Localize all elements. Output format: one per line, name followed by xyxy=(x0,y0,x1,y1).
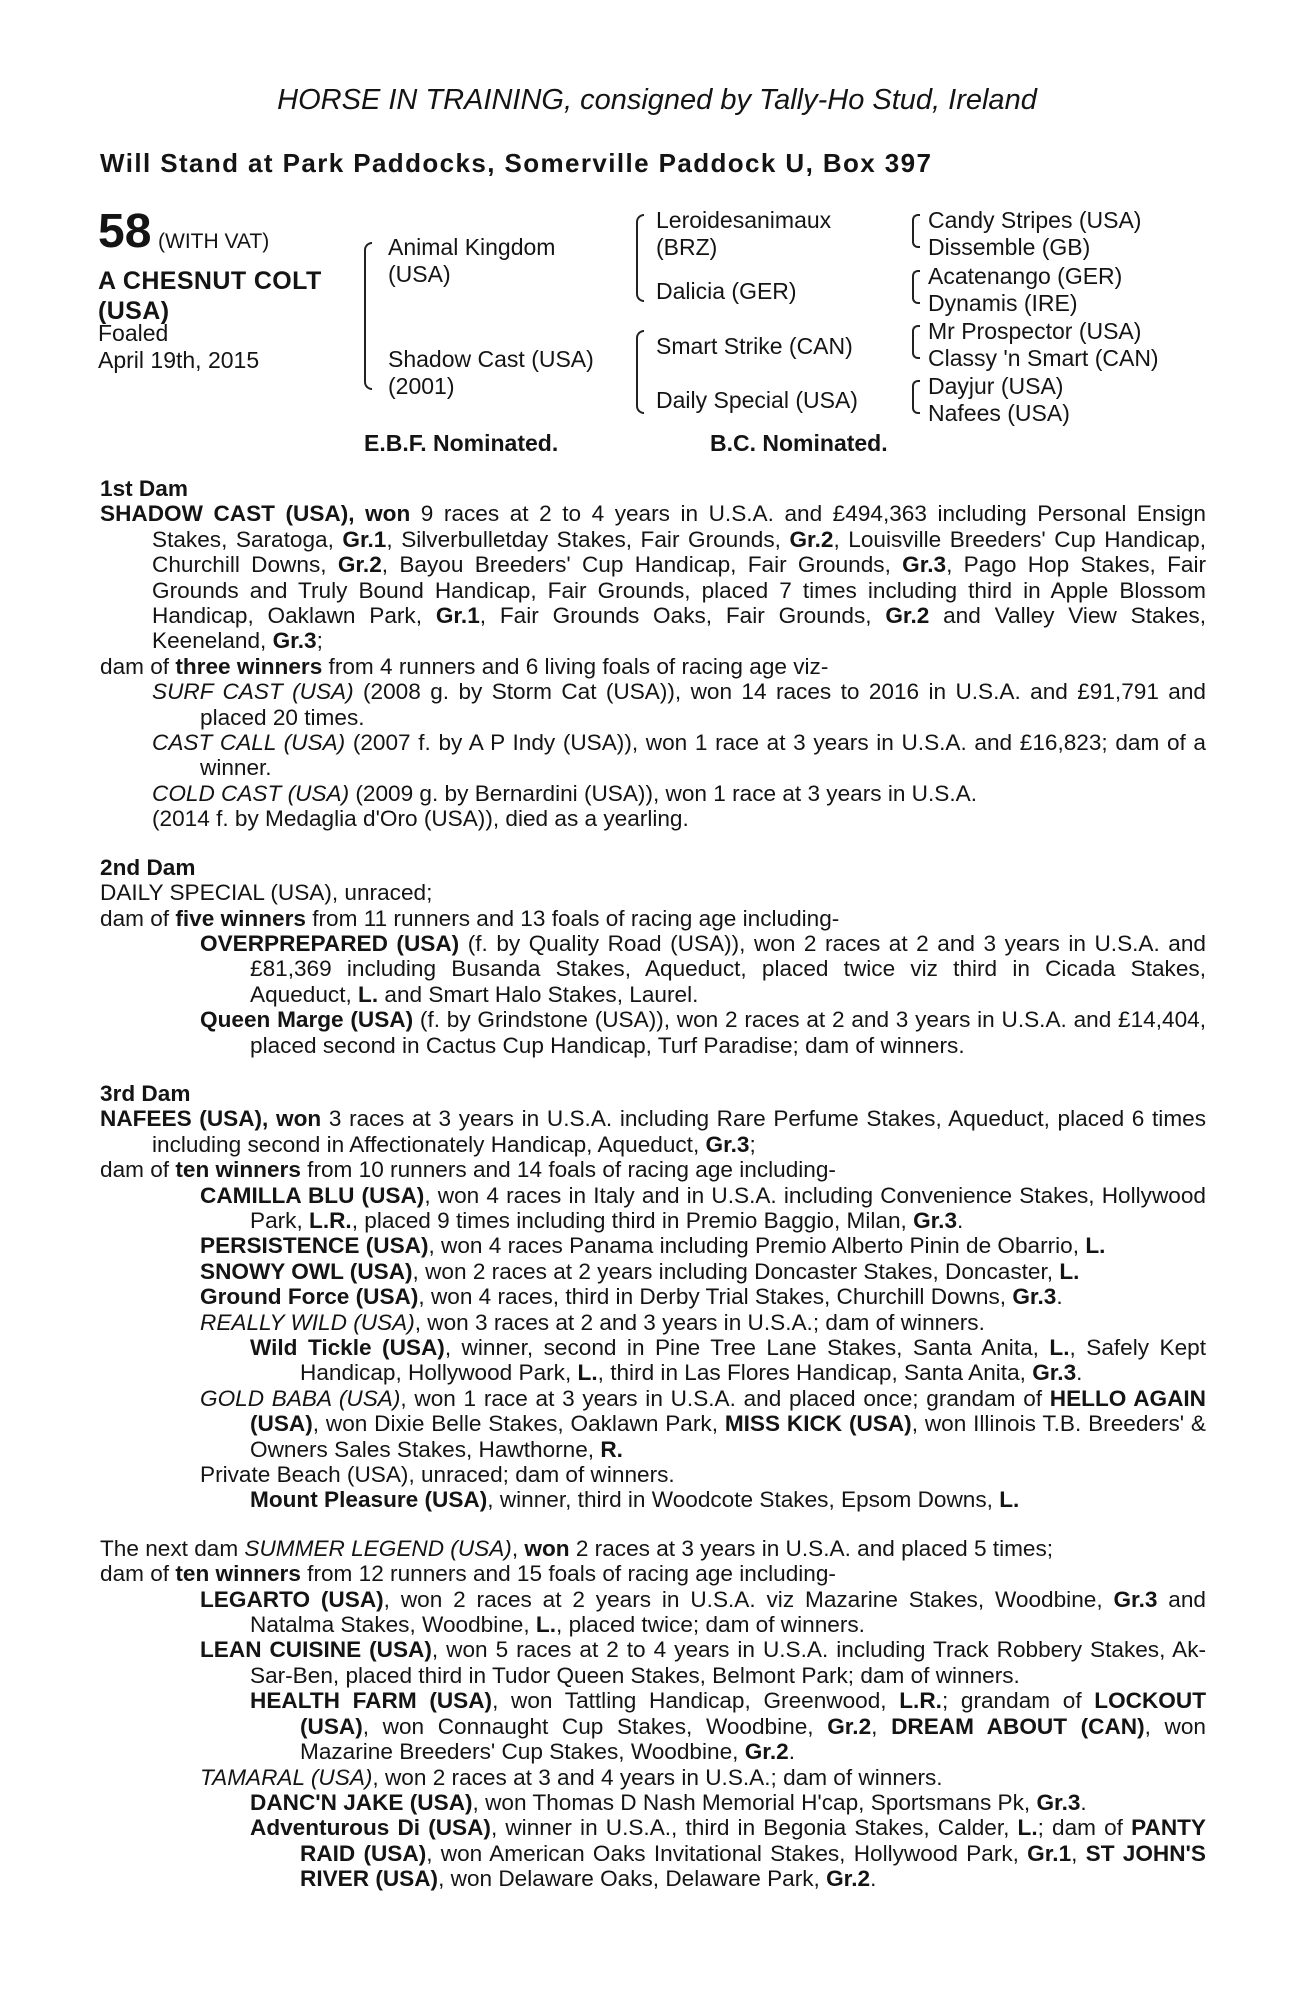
text: and Smart Halo Stakes, Laurel. xyxy=(378,981,699,1007)
horse-description-line1: A CHESNUT COLT xyxy=(98,267,322,295)
sire-line-brace xyxy=(636,214,644,302)
ggs-6: Classy 'n Smart (CAN) xyxy=(928,345,1159,371)
dam-name: Shadow Cast (USA) xyxy=(388,346,594,372)
consignor-header: HORSE IN TRAINING, consigned by Tally-Ho Stud, Ireland xyxy=(277,84,1037,116)
ggs-group-2 xyxy=(928,263,1122,317)
bold-text: Gr.1 xyxy=(1027,1840,1072,1866)
italic-text: CAST CALL (USA) xyxy=(152,730,346,756)
text: ; xyxy=(316,628,323,654)
pedigree-entry xyxy=(100,1637,1206,1688)
sire xyxy=(388,234,555,288)
bold-text: Gr.3 xyxy=(1113,1586,1158,1612)
bold-text: Gr.2 xyxy=(827,1713,872,1739)
stable-location: Will Stand at Park Paddocks, Somerville Paddock U, Box 397 xyxy=(100,148,933,178)
text: , won Delaware Oaks, Delaware Park, xyxy=(438,1866,827,1892)
text: (2007 f. by A P Indy (USA)), won 1 race at 3 years in U.S.A. and £16,823; dam of a winner. xyxy=(200,730,1206,781)
pedigree-entry xyxy=(100,781,1206,806)
pedigree-entry xyxy=(100,1233,1206,1258)
bold-text: Gr.3 xyxy=(902,552,947,578)
bold-text: DANC'N JAKE (USA) xyxy=(250,1789,473,1815)
bold-text: Wild Tickle (USA) xyxy=(250,1335,445,1360)
bold-text: ST JOHN'S RIVER (USA) xyxy=(300,1840,1207,1892)
text: ; dam of xyxy=(1037,1815,1132,1841)
grandsire-1-country: (BRZ) xyxy=(656,234,718,260)
bold-text: Gr.3 xyxy=(1032,1360,1077,1386)
bold-text: SNOWY OWL (USA) xyxy=(200,1258,413,1284)
pedigree-entry xyxy=(100,1765,1206,1790)
bc-nominated: B.C. Nominated. xyxy=(710,430,888,456)
grandsire-1 xyxy=(656,207,831,261)
foaled-date: April 19th, 2015 xyxy=(98,347,260,373)
ggs-8: Nafees (USA) xyxy=(928,400,1070,426)
ggs-1: Candy Stripes (USA) xyxy=(928,207,1142,233)
section-heading: 3rd Dam xyxy=(100,1080,191,1106)
dam-section xyxy=(100,1536,1206,1892)
text: 2 races at 3 years in U.S.A. and placed 5 times; xyxy=(569,1535,1054,1561)
italic-text: REALLY WILD (USA) xyxy=(200,1309,415,1335)
text: , xyxy=(871,1713,892,1739)
bold-text: Gr.2 xyxy=(789,526,834,552)
italic-text: SURF CAST (USA) xyxy=(152,679,354,705)
ebf-nominated: E.B.F. Nominated. xyxy=(364,430,559,456)
pedigree-entry xyxy=(100,1284,1206,1309)
text: , won Connaught Cup Stakes, Woodbine, xyxy=(362,1713,828,1739)
text: , won 4 races in Italy and in U.S.A. including Convenience Stakes, Hollywood Park, xyxy=(250,1182,1206,1233)
text: , won 4 races Panama including Premio Alberto Pinin de Obarrio, xyxy=(428,1233,1086,1259)
pedigree-entry xyxy=(100,906,1206,931)
text: , won Illinois T.B. Breeders' & Owners Sales Stakes, Hawthorne, xyxy=(250,1411,1206,1462)
text: , Louisville Breeders' Cup Handicap, Churchill Downs, xyxy=(152,526,1206,578)
text: , won Mazarine Breeders' Cup Stakes, Woodbine, xyxy=(300,1713,1206,1765)
lot-number: 58 xyxy=(98,205,152,258)
pedigree-entry xyxy=(100,1183,1206,1234)
dam-section xyxy=(100,476,1206,832)
ggs-2: Dissemble (GB) xyxy=(928,234,1091,260)
text: , winner, third in Woodcote Stakes, Epsom Downs, xyxy=(487,1487,1000,1513)
text: dam of xyxy=(100,1561,176,1587)
bold-text: L. xyxy=(1059,1258,1080,1284)
bold-text: SHADOW CAST (USA) xyxy=(100,501,349,527)
text: . xyxy=(957,1207,964,1233)
pedigree-entry xyxy=(100,730,1206,781)
text: , Silverbulletday Stakes, Fair Grounds, xyxy=(386,526,790,552)
section-heading: 2nd Dam xyxy=(100,854,196,880)
bold-text: L. xyxy=(999,1487,1020,1513)
text: and Natalma Stakes, Woodbine, xyxy=(250,1586,1206,1638)
ggs-brace-2 xyxy=(912,270,920,304)
bold-text: MISS KICK (USA) xyxy=(724,1411,912,1437)
text: and Valley View Stakes, Keeneland, xyxy=(152,603,1206,654)
vat-note: (WITH VAT) xyxy=(158,230,270,253)
grandsire-1-name: Leroidesanimaux xyxy=(656,207,832,233)
pedigree-entry xyxy=(100,1106,1206,1157)
bold-text: CAMILLA BLU (USA) xyxy=(200,1182,425,1208)
pedigree-entry xyxy=(100,1259,1206,1284)
bold-text: Adventurous Di (USA) xyxy=(250,1815,491,1841)
bold-text: Gr.1 xyxy=(342,526,387,552)
ggs-group-4 xyxy=(928,373,1070,427)
text: dam of xyxy=(100,905,176,931)
bold-text: L. xyxy=(1085,1233,1106,1259)
bold-text: Gr.3 xyxy=(913,1207,958,1233)
text: , Safely Kept Handicap, Hollywood Park, xyxy=(300,1335,1206,1386)
dam-section xyxy=(100,1081,1206,1513)
produce-record xyxy=(100,476,1206,1892)
pedigree-entry xyxy=(100,1587,1206,1638)
text: (f. by Grindstone (USA)), won 2 races at 2 and 3 years in U.S.A. and £14,404, placed second in Cactus Cup Handicap, Turf Paradise; dam of winners. xyxy=(250,1007,1206,1058)
ggs-group-1 xyxy=(928,207,1141,261)
pedigree-entry xyxy=(100,1157,1206,1182)
grandsire-2: Smart Strike (CAN) xyxy=(656,333,853,359)
granddam-1: Dalicia (GER) xyxy=(656,278,797,304)
bold-text: L.R. xyxy=(309,1207,352,1233)
pedigree-entry xyxy=(100,1487,1206,1512)
pedigree-entry xyxy=(100,806,1206,831)
text: , won Dixie Belle Stakes, Oaklawn Park, xyxy=(312,1411,725,1437)
text: The next dam xyxy=(100,1535,245,1561)
text: , placed twice; dam of winners. xyxy=(556,1612,865,1638)
bold-text: Gr.2 xyxy=(826,1866,871,1892)
text: from 11 runners and 13 foals of racing age including- xyxy=(305,905,840,931)
pedigree-entry xyxy=(100,501,1206,653)
bold-text: L. xyxy=(358,981,379,1007)
text: ; xyxy=(749,1131,756,1157)
bold-text: L. xyxy=(1049,1335,1070,1360)
text: (2014 f. by Medaglia d'Oro (USA)), died as a yearling. xyxy=(152,806,689,832)
text: . xyxy=(1056,1284,1063,1310)
text: Private Beach (USA), unraced; dam of winners. xyxy=(200,1462,675,1488)
text: , winner in U.S.A., third in Begonia Stakes, Calder, xyxy=(490,1815,1018,1841)
text: . xyxy=(870,1866,877,1892)
bold-text: Gr.2 xyxy=(885,603,930,629)
pedigree-entry xyxy=(100,1536,1206,1561)
bold-text: HELLO AGAIN (USA) xyxy=(250,1385,1206,1437)
horse-description xyxy=(98,266,322,326)
bold-text: HEALTH FARM (USA) xyxy=(250,1688,493,1714)
bold-text: five winners xyxy=(175,905,306,931)
text: dam of xyxy=(100,653,176,679)
bold-text: Gr.2 xyxy=(337,552,382,578)
pedigree-entry xyxy=(100,654,1206,679)
text: dam of xyxy=(100,1157,176,1183)
text: ; grandam of xyxy=(941,1688,1095,1714)
granddam-2: Daily Special (USA) xyxy=(656,387,858,413)
text: , won 5 races at 2 to 4 years in U.S.A. including Track Robbery Stakes, Ak-Sar-Ben, placed third in Tudor Queen Stakes, Belmont Park; dam of winners. xyxy=(250,1637,1207,1688)
bold-text: OVERPREPARED (USA) xyxy=(200,930,460,956)
pedigree-entry xyxy=(100,1462,1206,1487)
text: (f. by Quality Road (USA)), won 2 races at 2 and 3 years in U.S.A. and £81,369 including Busanda Stakes, Aqueduct, placed twice viz third in Cicada Stakes, Aqueduct, xyxy=(250,930,1206,1007)
text: . xyxy=(1080,1789,1087,1815)
bold-text: ten winners xyxy=(175,1561,301,1587)
ggs-brace-1 xyxy=(912,214,920,248)
bold-text: LEGARTO (USA) xyxy=(200,1586,384,1612)
bold-text: Queen Marge (USA) xyxy=(200,1007,414,1033)
pedigree-entry xyxy=(100,679,1206,730)
bold-text: R. xyxy=(600,1436,623,1462)
dam xyxy=(388,346,594,400)
pedigree-entry xyxy=(100,1310,1206,1335)
horse-description-line2: (USA) xyxy=(98,297,170,325)
text: , Bayou Breeders' Cup Handicap, Fair Grounds, xyxy=(381,552,903,578)
bold-text: LEAN CUISINE (USA) xyxy=(200,1637,432,1663)
text: , Pago Hop Stakes, Fair Grounds and Truly Bound Handicap, Fair Grounds, placed 7 times including third in Apple Blossom Handicap, Oaklawn Park, xyxy=(152,552,1206,629)
text: , Fair Grounds Oaks, Fair Grounds, xyxy=(479,603,886,629)
italic-text: SUMMER LEGEND (USA) xyxy=(244,1535,512,1561)
text: , won 2 races at 2 years including Doncaster Stakes, Doncaster, xyxy=(412,1258,1060,1284)
text: , won 1 race at 3 years in U.S.A. and placed once; grandam of xyxy=(400,1385,1050,1411)
bold-text: ten winners xyxy=(175,1157,301,1183)
bold-text: Gr.2 xyxy=(744,1739,789,1765)
bold-text: Gr.3 xyxy=(1012,1284,1057,1310)
ggs-brace-4 xyxy=(912,380,920,414)
text: , won 2 races at 2 years in U.S.A. viz Mazarine Stakes, Woodbine, xyxy=(383,1586,1114,1612)
text: , xyxy=(511,1535,525,1561)
bold-text: L.R. xyxy=(899,1688,942,1714)
ggs-7: Dayjur (USA) xyxy=(928,373,1064,399)
text: , won 3 races at 2 and 3 years in U.S.A.; dam of winners. xyxy=(414,1309,985,1335)
pedigree-entry xyxy=(100,1790,1206,1815)
text: , winner, second in Pine Tree Lane Stakes, Santa Anita, xyxy=(444,1335,1050,1360)
pedigree-entry xyxy=(100,880,1206,905)
sire-dam-brace xyxy=(364,242,372,390)
dam-line-brace xyxy=(636,330,644,414)
pedigree-entry xyxy=(100,1007,1206,1058)
section-heading: 1st Dam xyxy=(100,476,188,501)
text: from 10 runners and 14 foals of racing age including- xyxy=(300,1157,836,1183)
ggs-brace-3 xyxy=(912,325,920,359)
pedigree-entry xyxy=(100,1335,1206,1386)
text: , won American Oaks Invitational Stakes, Hollywood Park, xyxy=(426,1840,1028,1866)
text: from 12 runners and 15 foals of racing age including- xyxy=(300,1561,836,1587)
text: 3 races at 3 years in U.S.A. including Rare Perfume Stakes, Aqueduct, placed 6 times including second in Affectionately Handicap, Aqueduct, xyxy=(152,1106,1207,1157)
bold-text: , won xyxy=(348,501,411,527)
bold-text: L. xyxy=(1017,1815,1038,1841)
text: , third in Las Flores Handicap, Santa Anita, xyxy=(597,1360,1033,1386)
text: , won Tattling Handicap, Greenwood, xyxy=(492,1688,900,1714)
italic-text: GOLD BABA (USA) xyxy=(200,1385,401,1411)
text: , won Thomas D Nash Memorial H'cap, Sportsmans Pk, xyxy=(472,1789,1037,1815)
ggs-5: Mr Prospector (USA) xyxy=(928,318,1142,344)
text: , xyxy=(1071,1840,1086,1866)
text: DAILY SPECIAL (USA), unraced; xyxy=(100,880,433,906)
dam-year: (2001) xyxy=(388,373,455,399)
italic-text: COLD CAST (USA) xyxy=(152,780,350,806)
pedigree-entry xyxy=(100,931,1206,1007)
bold-text: L. xyxy=(535,1612,557,1638)
text: 9 races at 2 to 4 years in U.S.A. and £494,363 including Personal Ensign Stakes, Saratoga, xyxy=(152,501,1206,552)
italic-text: TAMARAL (USA) xyxy=(200,1764,373,1790)
pedigree-entry xyxy=(100,1815,1206,1891)
bold-text: Gr.3 xyxy=(272,628,317,654)
pedigree-entry xyxy=(100,1386,1206,1462)
bold-text: L. xyxy=(577,1360,598,1386)
text: . xyxy=(1076,1360,1083,1386)
bold-text: PANTY RAID (USA) xyxy=(300,1815,1207,1866)
bold-text: Gr.1 xyxy=(435,603,480,629)
text: , won 2 races at 3 and 4 years in U.S.A.; dam of winners. xyxy=(372,1764,943,1790)
bold-text: DREAM ABOUT (CAN) xyxy=(891,1713,1145,1739)
bold-text: won xyxy=(524,1535,570,1561)
bold-text: Gr.3 xyxy=(705,1131,750,1157)
foaled-info xyxy=(98,320,259,374)
ggs-4: Dynamis (IRE) xyxy=(928,290,1078,316)
pedigree-entry xyxy=(100,1688,1206,1764)
bold-text: three winners xyxy=(175,653,323,679)
text: from 4 runners and 6 living foals of racing age viz- xyxy=(322,653,829,679)
sire-name: Animal Kingdom xyxy=(388,234,556,260)
bold-text: Gr.3 xyxy=(1036,1789,1081,1815)
text: (2008 g. by Storm Cat (USA)), won 14 races to 2016 in U.S.A. and £91,791 and placed 20 times. xyxy=(200,679,1206,730)
bold-text: Mount Pleasure (USA) xyxy=(250,1487,488,1513)
ggs-3: Acatenango (GER) xyxy=(928,263,1123,289)
sire-country: (USA) xyxy=(388,261,451,287)
pedigree-entry xyxy=(100,1561,1206,1586)
text: , won 4 races, third in Derby Trial Stakes, Churchill Downs, xyxy=(418,1284,1013,1310)
bold-text: PERSISTENCE (USA) xyxy=(200,1233,429,1259)
ggs-group-3 xyxy=(928,318,1159,372)
bold-text: NAFEES (USA), won xyxy=(100,1106,322,1132)
foaled-label: Foaled xyxy=(98,320,169,346)
bold-text: LOCKOUT (USA) xyxy=(300,1688,1206,1739)
bold-text: Ground Force (USA) xyxy=(200,1284,419,1310)
text: , placed 9 times including third in Premio Baggio, Milan, xyxy=(351,1207,914,1233)
text: (2009 g. by Bernardini (USA)), won 1 race at 3 years in U.S.A. xyxy=(349,780,977,806)
dam-section xyxy=(100,855,1206,1058)
text: . xyxy=(788,1739,795,1765)
